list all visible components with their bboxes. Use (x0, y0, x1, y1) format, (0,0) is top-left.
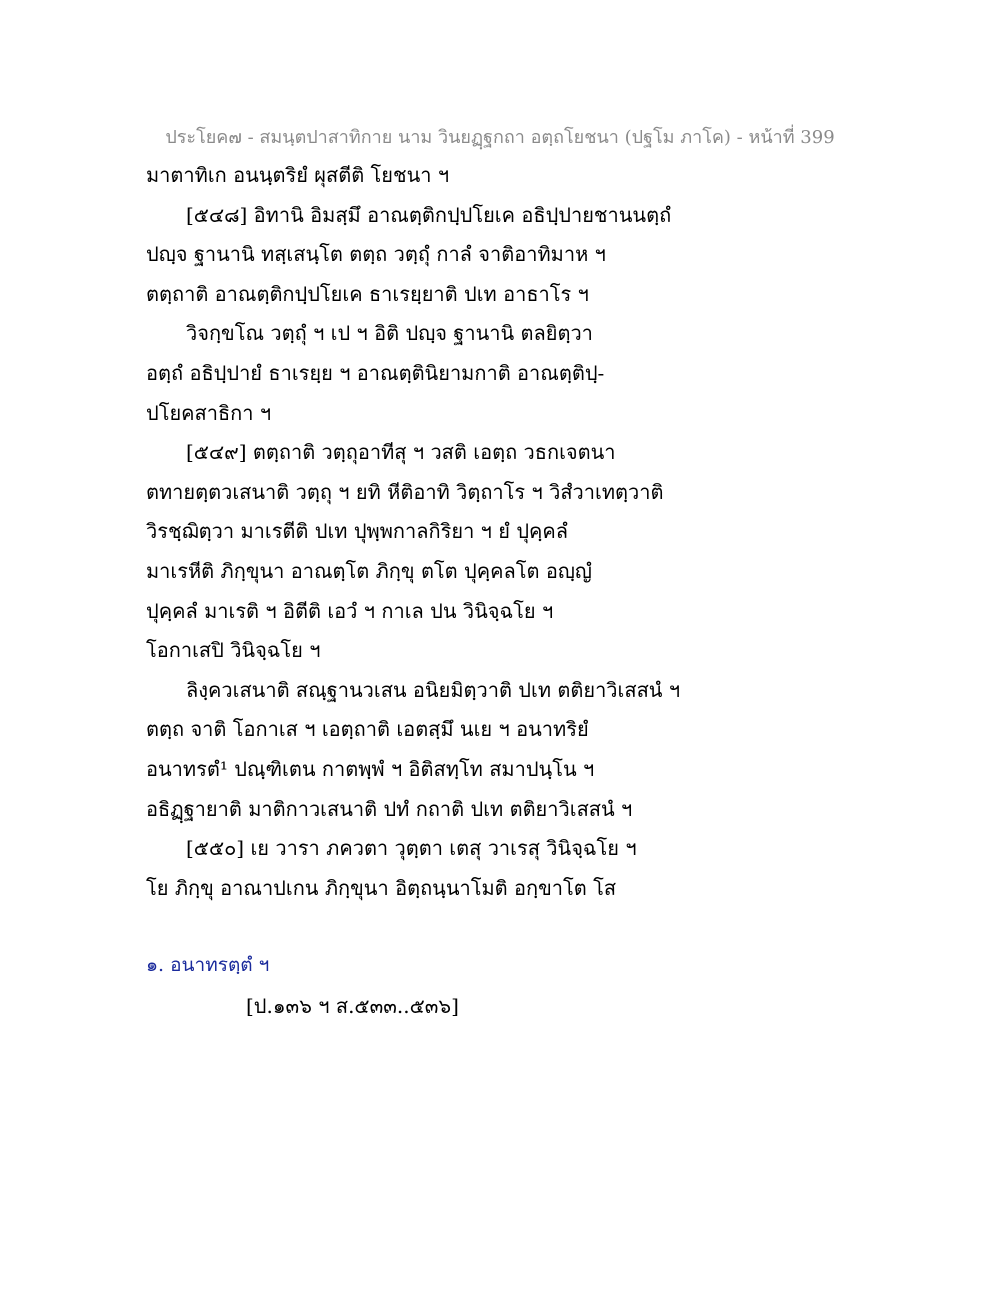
text-line: [๕๔๙] ตตฺถาติ วตฺถุอาทีสุ ฯ วสติ เอตฺถ วธกเจตนา (186, 440, 616, 465)
text-line: ตทายตฺตวเสนาติ วตฺถุ ฯ ยทิ หีติอาทิ วิตฺถาโร ฯ วิสํวาเทตฺวาติ (146, 479, 664, 504)
text-line: ตตฺถ จาติ โอกาเส ฯ เอตฺถาติ เอตสฺมึ นเย ฯ อนาทริยํ (146, 717, 589, 742)
text-line: [๕๕๐] เย วารา ภควตา วุตฺตา เตสุ วาเรสุ วินิจฺฉโย ฯ (186, 836, 637, 861)
text-line: อนาทรตํ¹ ปณฺฑิเตน กาตพฺพํ ฯ อิติสทฺโท สมาปนฺโน ฯ (146, 756, 595, 781)
text-line: โย ภิกฺขุ อาณาปเกน ภิกฺขุนา อิตฺถนฺนาโมติ อกฺขาโต โส (146, 875, 617, 900)
text-line: ปโยคสาธิกา ฯ (146, 400, 272, 425)
text-line: วิรชฺฌิตฺวา มาเรตีติ ปเท ปุพฺพกาลกิริยา ฯ ยํ ปุคฺคลํ (146, 519, 569, 544)
text-line: ตตฺถาติ อาณตฺติกปฺปโยเค ธาเรยฺยาติ ปเท อาธาโร ฯ (146, 281, 589, 306)
text-line: [๕๔๘] อิทานิ อิมสฺมึ อาณตฺติกปฺปโยเค อธิปฺปายชานนตฺถํ (186, 202, 672, 227)
text-line: ปญฺจ ฐานานิ ทสฺเสนฺโต ตตฺถ วตฺถุํ กาลํ จาติอาทิมาห ฯ (146, 242, 606, 267)
text-line: ลิงฺควเสนาติ สณฺฐานวเสน อนิยมิตฺวาติ ปเท ตติยาวิเสสนํ ฯ (186, 677, 681, 702)
body-text (146, 156, 906, 908)
page-reference: [ป.๑๓๖ ฯ ส.๕๓๓..๕๓๖] (246, 994, 459, 1018)
text-line: ปุคฺคลํ มาเรติ ฯ อิตีติ เอวํ ฯ กาเล ปน วินิจฺฉโย ฯ (146, 598, 554, 623)
text-line: วิจกฺขโณ วตฺถุํ ฯ เป ฯ อิติ ปญฺจ ฐานานิ ตลยิตฺวา (186, 321, 593, 346)
footnote: ๑. อนาทรตฺตํ ฯ (146, 954, 270, 976)
text-line: โอกาเสปิ วินิจฺฉโย ฯ (146, 638, 321, 663)
text-line: มาตาทิเก อนนฺตริยํ ผุสตีติ โยชนา ฯ (146, 163, 450, 187)
text-line: มาเรหีติ ภิกฺขุนา อาณตฺโต ภิกฺขุ ตโต ปุคฺคลโต อญฺญํ (146, 558, 592, 583)
text-line: อธิฏฺฐายาติ มาติกาวเสนาติ ปทํ กถาติ ปเท ตติยาวิเสสนํ ฯ (146, 796, 633, 821)
page-header: ประโยค๗ - สมนฺตปาสาทิกาย นาม วินยฏฺฐกถา อตฺถโยชนา (ปฐโม ภาโค) - หน้าที่ 399 (165, 127, 835, 148)
text-line: อตฺถํ อธิปฺปายํ ธาเรยฺย ฯ อาณตฺตินิยามกาติ อาณตฺติปฺ- (146, 360, 605, 385)
